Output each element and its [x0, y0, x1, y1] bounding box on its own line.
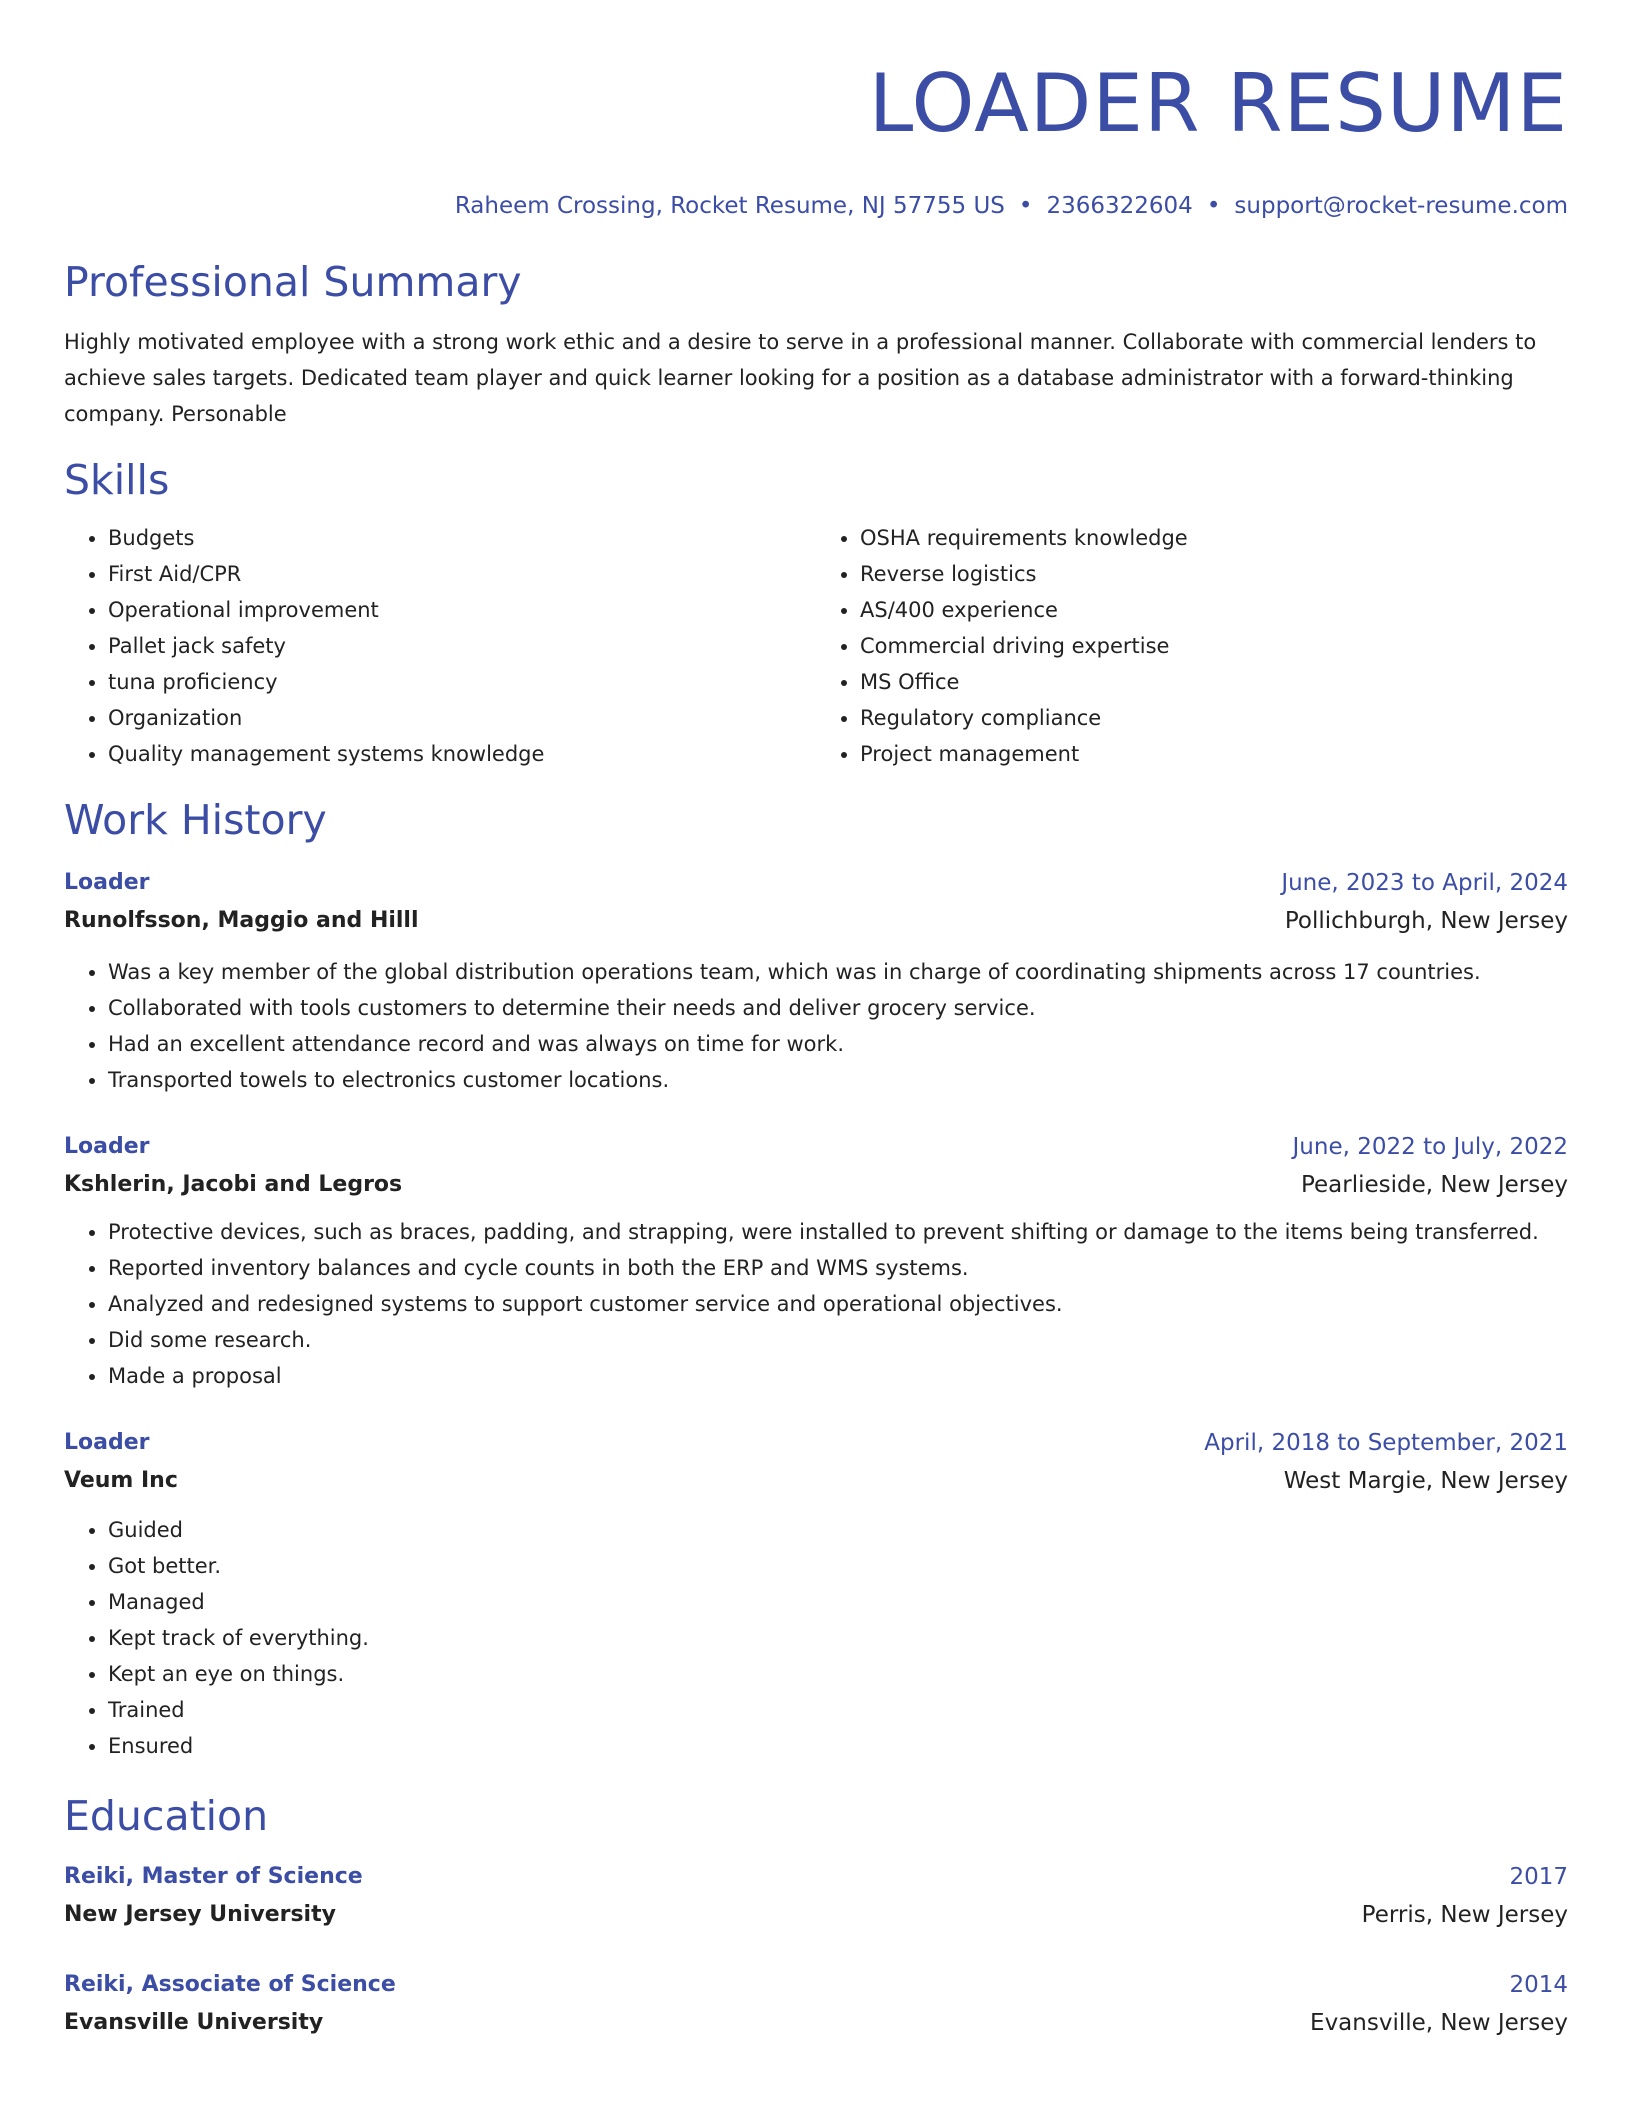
- skill-item: • Budgets: [108, 520, 816, 556]
- education-location: Perris, New Jersey: [1361, 1902, 1568, 1928]
- skill-item: • tuna proficiency: [108, 664, 816, 700]
- section-title-work: Work History: [64, 796, 327, 844]
- job-dates: June, 2023 to April, 2024: [1281, 870, 1568, 896]
- contact-address: Raheem Crossing, Rocket Resume, NJ 57755 US: [454, 193, 1005, 219]
- skill-item: • OSHA requirements knowledge: [860, 520, 1568, 556]
- resume-title: LOADER RESUME: [868, 57, 1568, 150]
- job-location: Pearlieside, New Jersey: [1300, 1172, 1568, 1198]
- section-title-education: Education: [64, 1792, 269, 1840]
- skill-item: • MS Office: [860, 664, 1568, 700]
- job-company: Veum Inc: [64, 1468, 178, 1493]
- contact-phone: 2366322604: [1046, 193, 1193, 219]
- job-bullet: • Managed: [108, 1584, 1568, 1620]
- job-bullets: [64, 1512, 1568, 1764]
- summary-section: [64, 254, 1568, 432]
- job-location: Pollichburgh, New Jersey: [1284, 908, 1568, 934]
- job-company: Runolfsson, Maggio and Hilll: [64, 908, 419, 933]
- contact-separator: •: [1206, 193, 1221, 219]
- job-bullet: • Ensured: [108, 1728, 1568, 1764]
- section-title-summary: Professional Summary: [64, 258, 522, 306]
- education-year: 2014: [1509, 1972, 1568, 1998]
- job-title: Loader: [64, 1134, 150, 1159]
- job-bullet: • Trained: [108, 1692, 1568, 1728]
- job-entry: [64, 864, 1568, 1098]
- contact-line: [64, 190, 1568, 222]
- skill-item: • Pallet jack safety: [108, 628, 816, 664]
- skill-item: • Operational improvement: [108, 592, 816, 628]
- education-degree: Reiki, Master of Science: [64, 1864, 363, 1889]
- skill-item: • Reverse logistics: [860, 556, 1568, 592]
- job-bullet: • Kept an eye on things.: [108, 1656, 1568, 1692]
- job-bullet: • Got better.: [108, 1548, 1568, 1584]
- job-title: Loader: [64, 870, 150, 895]
- job-bullet: • Transported towels to electronics customer locations.: [108, 1062, 1568, 1098]
- work-section: [64, 792, 1568, 1764]
- education-entry: [64, 1858, 1568, 1934]
- skills-list-right: [816, 520, 1568, 772]
- job-bullet: • Made a proposal: [108, 1358, 1568, 1394]
- job-bullet: • Did some research.: [108, 1322, 1568, 1358]
- job-dates: June, 2022 to July, 2022: [1292, 1134, 1568, 1160]
- job-bullet: • Protective devices, such as braces, padding, and strapping, were installed to prevent shifting or damage to the items being transferred.: [108, 1214, 1568, 1250]
- job-bullet: • Analyzed and redesigned systems to support customer service and operational objectives.: [108, 1286, 1568, 1322]
- skills-columns: [64, 520, 1568, 772]
- skills-section: [64, 452, 1568, 772]
- skills-list-left: [64, 520, 816, 772]
- education-degree: Reiki, Associate of Science: [64, 1972, 396, 1997]
- education-year: 2017: [1509, 1864, 1568, 1890]
- contact-email[interactable]: support@rocket-resume.com: [1234, 193, 1568, 219]
- contact-separator: •: [1018, 193, 1033, 219]
- job-bullet: • Guided: [108, 1512, 1568, 1548]
- skill-item: • Regulatory compliance: [860, 700, 1568, 736]
- skill-item: • AS/400 experience: [860, 592, 1568, 628]
- job-dates: April, 2018 to September, 2021: [1204, 1430, 1568, 1456]
- skill-item: • Quality management systems knowledge: [108, 736, 816, 772]
- education-school: Evansville University: [64, 2010, 324, 2035]
- job-bullets: [64, 954, 1568, 1098]
- job-bullet: • Collaborated with tools customers to determine their needs and deliver grocery service.: [108, 990, 1568, 1026]
- skill-item: • Project management: [860, 736, 1568, 772]
- job-entry: [64, 1424, 1568, 1764]
- job-bullets: [64, 1214, 1568, 1394]
- summary-text: Highly motivated employee with a strong work ethic and a desire to serve in a professional manner. Collaborate with commercial lenders to achieve sales targets. Dedicated team player and quick learner looking for a position as a database administrator with a forward-thinking company. Personable: [64, 330, 1537, 426]
- education-entry: [64, 1966, 1568, 2042]
- resume-header: [64, 0, 1568, 222]
- job-company: Kshlerin, Jacobi and Legros: [64, 1172, 403, 1197]
- job-bullet: • Had an excellent attendance record and was always on time for work.: [108, 1026, 1568, 1062]
- section-title-skills: Skills: [64, 456, 170, 504]
- education-location: Evansville, New Jersey: [1310, 2010, 1568, 2036]
- job-title: Loader: [64, 1430, 150, 1455]
- job-bullet: • Kept track of everything.: [108, 1620, 1568, 1656]
- skill-item: • Organization: [108, 700, 816, 736]
- education-school: New Jersey University: [64, 1902, 336, 1927]
- education-section: [64, 1788, 1568, 2042]
- skill-item: • Commercial driving expertise: [860, 628, 1568, 664]
- job-entry: [64, 1128, 1568, 1394]
- job-bullet: • Reported inventory balances and cycle counts in both the ERP and WMS systems.: [108, 1250, 1568, 1286]
- job-bullet: • Was a key member of the global distribution operations team, which was in charge of coordinating shipments across 17 countries.: [108, 954, 1568, 990]
- job-location: West Margie, New Jersey: [1283, 1468, 1568, 1494]
- skill-item: • First Aid/CPR: [108, 556, 816, 592]
